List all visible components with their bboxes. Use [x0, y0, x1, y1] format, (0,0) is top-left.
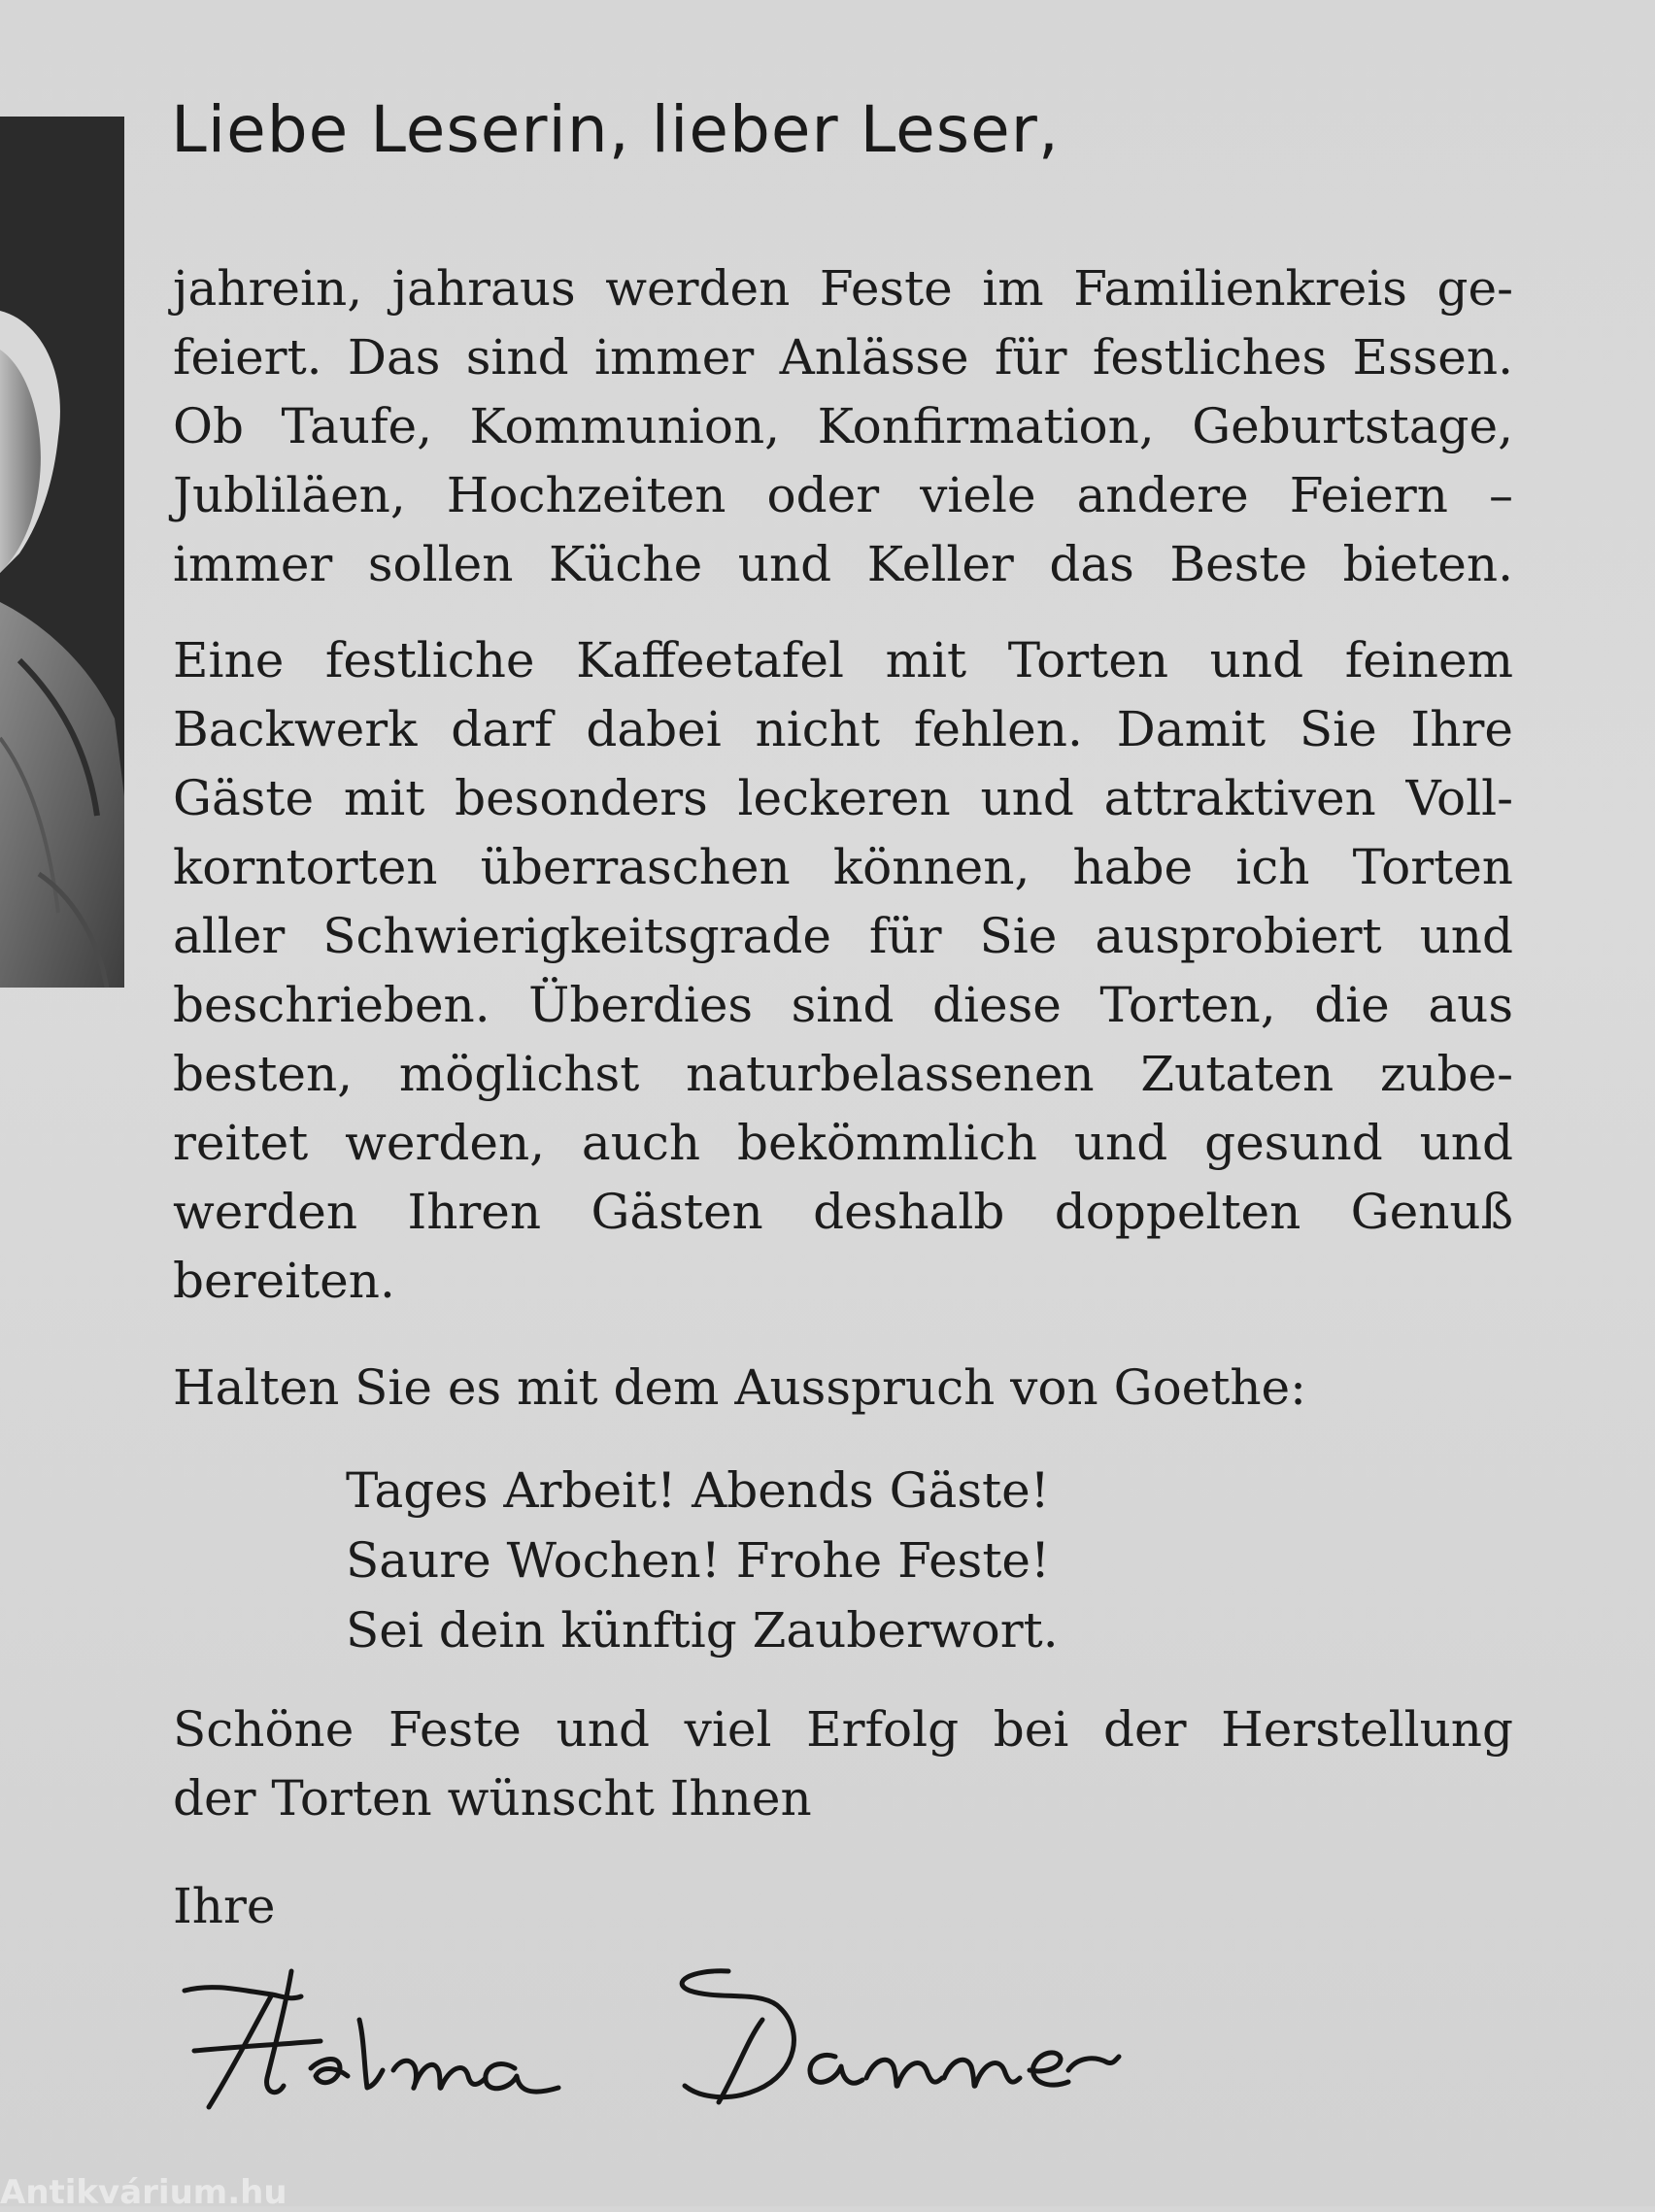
text-line: beschrieben. Überdies sind diese Torten, die aus: [173, 977, 1513, 1033]
text-line: Backwerk darf dabei nicht fehlen. Damit Sie Ihre: [173, 701, 1513, 757]
quote-line: Sei dein künftig Zauberwort.: [346, 1602, 1059, 1659]
text-line: Jubliläen, Hochzeiten oder viele andere Feiern –: [173, 467, 1513, 523]
author-photo: [0, 117, 124, 988]
letter-heading: Liebe Leserin, lieber Leser,: [171, 92, 1060, 167]
closing: [173, 1872, 1513, 1941]
text-line: korntorten überraschen können, habe ich Torten: [173, 839, 1513, 895]
text-line: immer sollen Küche und Keller das Beste bieten.: [173, 536, 1513, 592]
text-line: bereiten.: [173, 1253, 395, 1309]
text-line: reitet werden, auch bekömmlich und gesund und: [173, 1115, 1513, 1171]
text-line: Gäste mit besonders leckeren und attraktiven Voll-: [173, 770, 1513, 826]
text-line: Schöne Feste und viel Erfolg bei der Herstellung: [173, 1701, 1513, 1758]
quote-line: Tages Arbeit! Abends Gäste!: [346, 1462, 1050, 1519]
paragraph-2: [173, 626, 1513, 1316]
goethe-quote: [346, 1456, 1059, 1665]
handwritten-signature: [175, 1961, 1127, 2127]
text-line: werden Ihren Gästen deshalb doppelten Genuß: [173, 1184, 1513, 1240]
watermark: Antikvárium.hu: [0, 2173, 287, 2212]
text-line: der Torten wünscht Ihnen: [173, 1770, 812, 1827]
paragraph-4: [173, 1695, 1513, 1833]
text-line: feiert. Das sind immer Anlässe für festliches Essen.: [173, 329, 1513, 385]
text-line: jahrein, jahraus werden Feste im Familienkreis ge-: [173, 260, 1513, 317]
paragraph-1: [173, 254, 1513, 599]
paragraph-3: [173, 1354, 1513, 1423]
text-line: besten, möglichst naturbelassenen Zutaten zube-: [173, 1046, 1513, 1102]
quote-line: Saure Wochen! Frohe Feste!: [346, 1532, 1051, 1589]
text-line: Ihre: [173, 1878, 276, 1934]
text-line: aller Schwierigkeitsgrade für Sie ausprobiert und: [173, 908, 1513, 964]
text-line: Halten Sie es mit dem Ausspruch von Goethe:: [173, 1359, 1306, 1416]
text-line: Ob Taufe, Kommunion, Konfirmation, Geburtstage,: [173, 398, 1513, 454]
text-line: Eine festliche Kaffeetafel mit Torten und feinem: [173, 632, 1513, 688]
